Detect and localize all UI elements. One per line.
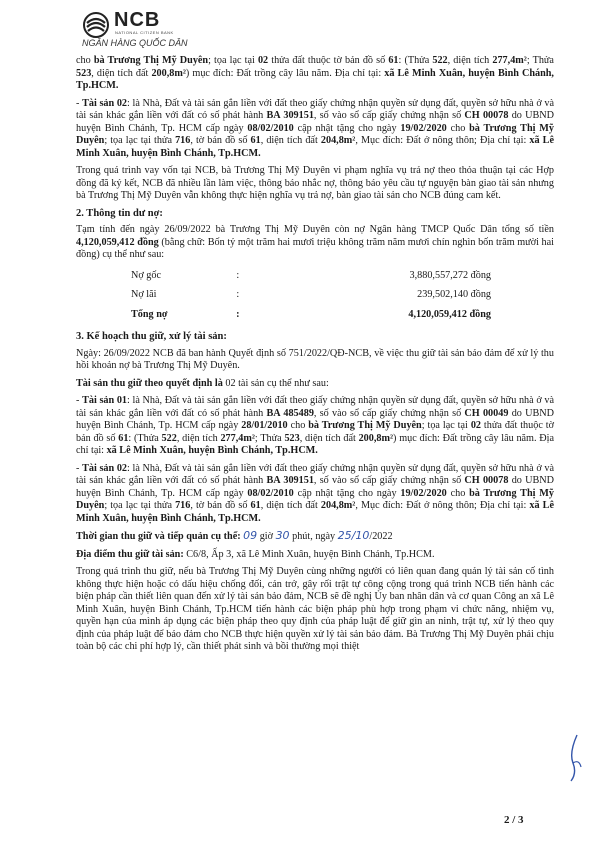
table-row-total <box>131 306 511 326</box>
page-number: 2 / 3 <box>504 814 524 826</box>
brand-name: NCB <box>114 9 161 31</box>
debt-value: 4,120,059,412 đồng <box>408 308 491 320</box>
debt-value: 3,880,557,272 đồng <box>409 269 491 281</box>
debt-separator: : <box>236 289 240 300</box>
debt-value: 239,502,140 đồng <box>417 289 491 300</box>
asset-01-paragraph: - Tài sản 01: là Nhà, Đất và tài sản gắn liền với đất theo giấy chứng nhận quyền sử dụng đất, quyền sở hữu nhà ở và tài sản khác gắn liền với đất có số phát hành BA 485489, số vào sổ cấp giấy chứng nhận số CH 00049 do UBND huyện Bình Chánh, Tp. HCM cấp ngày 28/01/2010 cho bà Trương Thị Mỹ Duyên; tọa lạc tại 02 thửa đất thuộc tờ bản đồ số 61: (Thửa 522, diện tích 277,4m²; Thửa 523, diện tích đất 200,8m²) mục đích: Đất trồng cây lâu năm. Địa chỉ tại: xã Lê Minh Xuân, huyện Bình Chánh, Tp.HCM. <box>76 395 554 456</box>
violation-paragraph: Trong quá trình vay vốn tại NCB, bà Trương Thị Mỹ Duyên vi phạm nghĩa vụ trả nợ theo thỏa thuận tại các Hợp đồng đã ký kết, NCB đã nhiều lần làm việc, thông báo nhắc nợ, thông báo yêu cầu tự nguyện bàn giao tài sản nhưng bà Trương Thị Mỹ Duyên vẫn không thực hiện nghĩa vụ trả nợ, bàn giao tài sản cho NCB đúng cam kết. <box>76 165 554 201</box>
debt-label: Nợ lãi <box>131 289 157 300</box>
seizure-time-line: Thời gian thu giữ và tiếp quản cụ thể: 09 giờ 30 phút, ngày 25/10/2022 <box>76 529 393 542</box>
asset-02-paragraph: - Tài sản 02: là Nhà, Đất và tài sản gắn liền với đất theo giấy chứng nhận quyền sử dụng đất, quyền sở hữu nhà ở và tài sản khác gắn liền với đất có số phát hành BA 309151, số vào sổ cấp giấy chứng nhận số CH 00078 do UBND huyện Bình Chánh, Tp. HCM cấp ngày 08/02/2010 cập nhật tặng cho ngày 19/02/2020 cho bà Trương Thị Mỹ Duyên; tọa lạc tại thửa 716, tờ bản đồ số 61, diện tích đất 204,8m², Mục đích: Đất ở nông thôn; Địa chỉ tại: xã Lê Minh Xuân, huyện Bình Chánh, Tp.HCM. <box>76 97 554 159</box>
debt-label: Nợ gốc <box>131 269 162 281</box>
section-2-heading: 2. Thông tin dư nợ: <box>76 207 163 219</box>
asset-02-paragraph: - Tài sản 02: là Nhà, Đất và tài sản gắn liền với đất theo giấy chứng nhận quyền sử dụng đất, quyền sở hữu nhà ở và tài sản khác gắn liền với đất có số phát hành BA 309151, số vào sổ cấp giấy chứng nhận số CH 00078 do UBND huyện Bình Chánh, Tp. HCM cấp ngày 08/02/2010 cập nhật tặng cho ngày 19/02/2020 cho bà Trương Thị Mỹ Duyên; tọa lạc tại thửa 716, tờ bản đồ số 61, diện tích đất 204,8m², Mục đích: Đất ở nông thôn; Địa chỉ tại: xã Lê Minh Xuân, huyện Bình Chánh, Tp.HCM. <box>76 462 554 524</box>
final-paragraph: Trong quá trình thu giữ, nếu bà Trương Thị Mỹ Duyên cùng những người có liên quan đang quản lý tài sản cố tình không thực hiện hoặc có dấu hiệu chống đối, cản trở, gây rối trật tự công cộng trong quá trình NCB tiến hành các biện pháp cần thiết liên quan đến xử lý tài sản bảo đảm, NCB sẽ đề nghị Ủy ban nhân dân và cơ quan Công an xã Lê Minh Xuân, huyện Bình Chánh, Tp.HCM tiến hành các biện pháp phù hợp trong phạm vi chức năng, nhiệm vụ, quyền hạn của mình áp dụng các biện pháp theo quy định của pháp luật để giữ gìn an ninh, trật tự, xử lý theo quy định của pháp luật để bảo đảm cho NCB thực hiện quyền xử lý tài sản bảo đảm. Bà Trương Thị Mỹ Duyên phải chịu toàn bộ các chi phí hợp lý, cần thiết phát sinh và bồi thường mọi thiệt <box>76 566 554 652</box>
table-row <box>131 286 511 306</box>
asset-description-paragraph: cho bà Trương Thị Mỹ Duyên; tọa lạc tại 02 thửa đất thuộc tờ bản đồ số 61: (Thửa 522, diện tích 277,4m²; Thửa 523, diện tích đất 200,8m²) mục đích: Đất trồng cây lâu năm. Địa chỉ tại: xã Lê Minh Xuân, huyện Bình Chánh, Tp.HCM. <box>76 55 554 91</box>
brand-subtitle: NATIONAL CITIZEN BANK <box>115 30 174 35</box>
document-body <box>76 55 554 659</box>
assets-subheading: Tài sản thu giữ theo quyết định là 02 tài sản cụ thể như sau: <box>76 377 329 389</box>
decision-paragraph: Ngày: 26/09/2022 NCB đã ban hành Quyết định số 751/2022/QĐ-NCB, về việc thu giữ tài sản bảo đảm để xử lý thu hồi khoản nợ bà Trương Thị Mỹ Duyên. <box>76 347 554 371</box>
ncb-globe-icon <box>82 11 110 39</box>
debt-label: Tổng nợ <box>131 308 168 320</box>
section-3-heading: 3. Kế hoạch thu giữ, xử lý tài sản: <box>76 331 227 342</box>
debt-separator: : <box>236 308 240 320</box>
brand-tagline: NGÂN HÀNG QUỐC DÂN <box>82 38 188 48</box>
debt-table <box>131 267 511 326</box>
seizure-place-line: Địa điểm thu giữ tài sản: C6/8, Ấp 3, xã Lê Minh Xuân, huyện Bình Chánh, Tp.HCM. <box>76 548 435 560</box>
table-row <box>131 267 511 287</box>
handwritten-mark-icon <box>565 733 585 783</box>
debt-separator: : <box>236 269 240 281</box>
debt-intro-paragraph: Tạm tính đến ngày 26/09/2022 bà Trương Thị Mỹ Duyên còn nợ Ngân hàng TMCP Quốc Dân tổng số tiền 4,120,059,412 đồng (bằng chữ: Bốn tỷ một trăm hai mươi triệu không trăm năm mươi chín nghìn bốn trăm mười hai đồng) cụ thể như sau: <box>76 224 554 260</box>
